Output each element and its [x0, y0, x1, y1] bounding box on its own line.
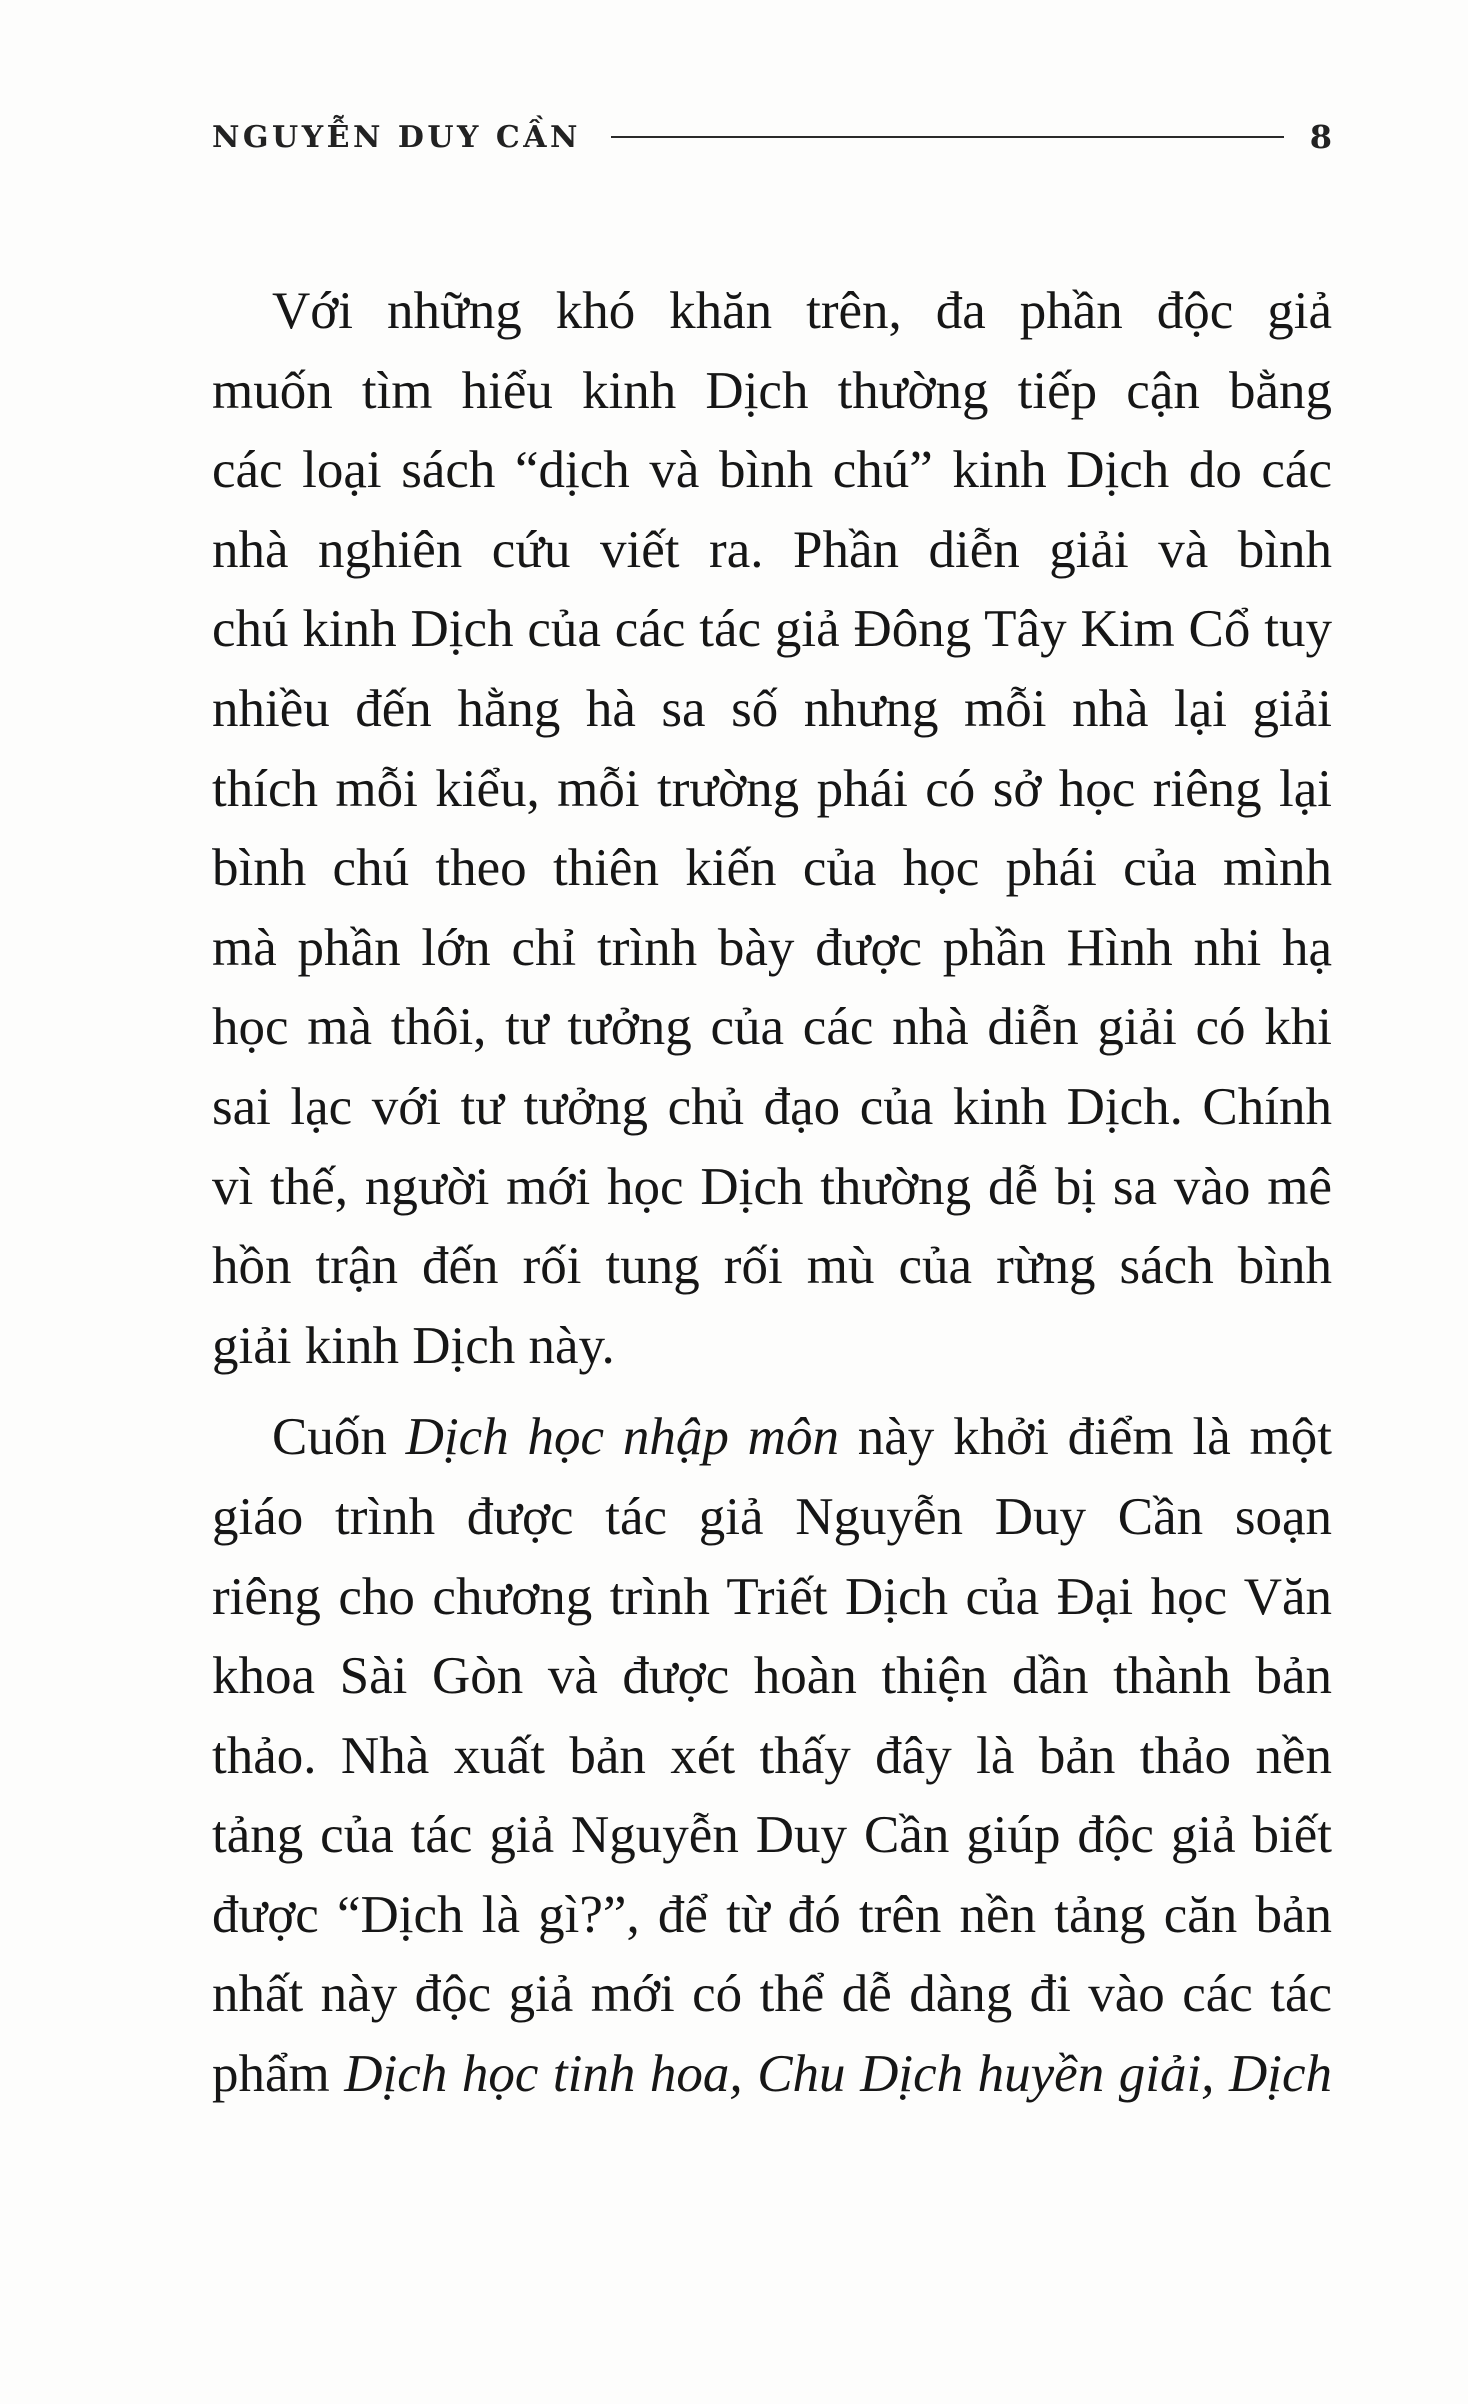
- text-line: [212, 1398, 1332, 1478]
- text-segment: giải kinh Dịch này.: [212, 1316, 615, 1375]
- text-segment: này khởi điểm là một: [838, 1408, 1332, 1467]
- text-segment: sai lạc với tư tưởng chủ đạo của kinh Dịch. Chính: [212, 1077, 1332, 1136]
- text-line: [212, 829, 1332, 909]
- text-segment: các loại sách “dịch và bình chú” kinh Dịch do các: [212, 441, 1332, 500]
- text-segment: thảo. Nhà xuất bản xét thấy đây là bản thảo nền: [212, 1726, 1332, 1785]
- text-line: [212, 431, 1332, 511]
- text-segment: thích mỗi kiểu, mỗi trường phái có sở học riêng lại: [212, 759, 1332, 818]
- text-segment: bình chú theo thiên kiến của học phái của mình: [212, 839, 1332, 898]
- text-segment: khoa Sài Gòn và được hoàn thiện dần thành bản: [212, 1647, 1332, 1706]
- running-header: [212, 112, 1332, 162]
- text-segment: tảng của tác giả Nguyễn Duy Cần giúp độc giả biết: [212, 1806, 1332, 1865]
- page-number: 8: [1309, 118, 1332, 156]
- text-segment: hồn trận đến rối tung rối mù của rừng sách bình: [212, 1237, 1332, 1296]
- text-line: [212, 988, 1332, 1068]
- author-name: NGUYỄN DUY CẦN: [212, 119, 581, 155]
- text-line: [212, 1637, 1332, 1717]
- header-rule: [611, 136, 1284, 138]
- text-segment: giáo trình được tác giả Nguyễn Duy Cần soạn: [212, 1487, 1332, 1546]
- text-line: [212, 272, 1332, 352]
- text-line: [212, 1558, 1332, 1638]
- text-line: [212, 511, 1332, 591]
- text-line: [212, 670, 1332, 750]
- text-line: [212, 1307, 1332, 1387]
- text-line: [212, 352, 1332, 432]
- text-segment: vì thế, người mới học Dịch thường dễ bị sa vào mê: [212, 1157, 1332, 1216]
- text-segment: Cuốn: [272, 1408, 406, 1467]
- body-text: [212, 272, 1332, 2127]
- text-line: [212, 2035, 1332, 2115]
- text-line: [212, 1876, 1332, 1956]
- text-line: [212, 590, 1332, 670]
- text-segment: phẩm: [212, 2045, 345, 2104]
- text-segment: học mà thôi, tư tưởng của các nhà diễn giải có khi: [212, 998, 1332, 1057]
- text-line: [212, 1478, 1332, 1558]
- text-line: [212, 1227, 1332, 1307]
- text-segment: nhất này độc giả mới có thể dễ dàng đi vào các tác: [212, 1965, 1332, 2024]
- text-segment: mà phần lớn chỉ trình bày được phần Hình nhi hạ: [212, 918, 1332, 977]
- text-line: [212, 1717, 1332, 1797]
- text-line: [212, 1148, 1332, 1228]
- text-segment: nhiều đến hằng hà sa số nhưng mỗi nhà lại giải: [212, 679, 1332, 738]
- paragraph: [212, 272, 1332, 1386]
- text-segment: riêng cho chương trình Triết Dịch của Đại học Văn: [212, 1567, 1332, 1626]
- text-line: [212, 1796, 1332, 1876]
- text-line: [212, 750, 1332, 830]
- text-segment: nhà nghiên cứu viết ra. Phần diễn giải và bình: [212, 520, 1332, 579]
- text-line: [212, 1068, 1332, 1148]
- italic-title: Dịch học nhập môn: [405, 1408, 839, 1467]
- text-segment: chú kinh Dịch của các tác giả Đông Tây Kim Cổ tuy: [212, 600, 1332, 659]
- text-segment: muốn tìm hiểu kinh Dịch thường tiếp cận bằng: [212, 361, 1332, 420]
- text-segment: Với những khó khăn trên, đa phần độc giả: [272, 282, 1332, 340]
- text-segment: được “Dịch là gì?”, để từ đó trên nền tảng căn bản: [212, 1885, 1332, 1944]
- paragraph: [212, 1398, 1332, 2114]
- italic-title: Dịch học tinh hoa, Chu Dịch huyền giải, Dịch: [344, 2045, 1332, 2104]
- text-line: [212, 909, 1332, 989]
- text-line: [212, 1955, 1332, 2035]
